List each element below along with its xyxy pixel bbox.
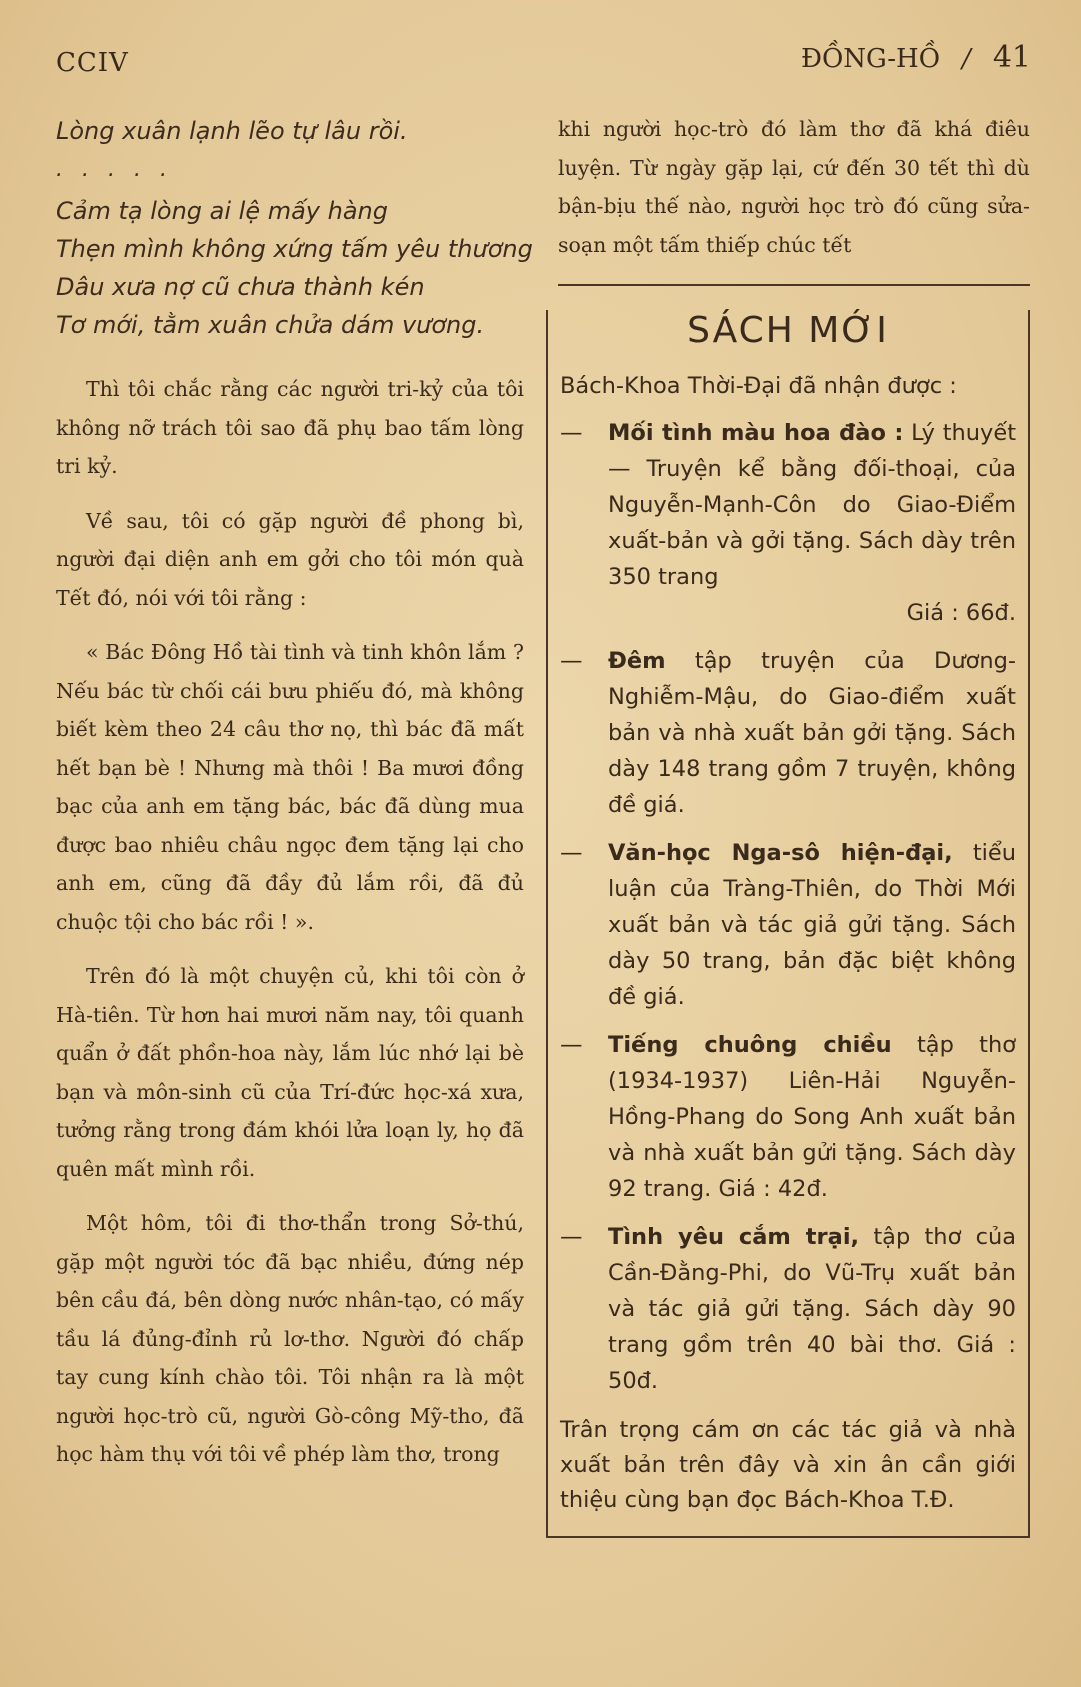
book-entry xyxy=(560,643,1016,823)
book-name: Văn-học Nga-sô hiện-đại, xyxy=(608,840,953,866)
page-number: 41 xyxy=(992,40,1031,75)
book-name: Tình yêu cắm trại, xyxy=(608,1224,860,1250)
left-column xyxy=(56,112,533,1474)
book-name: Đêm xyxy=(608,648,666,674)
book-name: Mối tình màu hoa đào : xyxy=(608,420,904,446)
thanks-note: Trân trọng cám ơn các tác giả và nhà xuất bản trên đây và xin ân cần giới thiệu cùng bạn đọc Bách-Khoa T.Đ. xyxy=(560,1417,1016,1513)
poem xyxy=(56,112,533,344)
paragraph: Về sau, tôi có gặp người đề phong bì, người đại diện anh em gởi cho tôi món quà Tết đó, nói với tôi rằng : xyxy=(56,508,524,610)
book-description: tập truyện của Dương-Nghiễm-Mậu, do Giao-điểm xuất bản và nhà xuất bản gởi tặng. Sách dày 148 trang gồm 7 truyện, không đề giá. xyxy=(608,648,1016,818)
poem-line: Dâu xưa nợ cũ chưa thành kén xyxy=(56,273,425,301)
poem-first-line: Lòng xuân lạnh lẽo tự lâu rồi. xyxy=(56,117,408,145)
paragraph-continued: khi người học-trò đó làm thơ đã khá điêu luyện. Từ ngày gặp lại, cứ đến 30 tết thì dù bận-bịu thế nào, người học trò đó cũng sửa-soạn một tấm thiếp chúc tết xyxy=(558,117,1030,257)
new-books-title: SÁCH MỚI xyxy=(687,310,889,351)
running-head-right xyxy=(801,40,1031,75)
poem-line: Tơ mới, tằm xuân chửa dám vương. xyxy=(56,311,485,339)
book-description: tập thơ (1934-1937) Liên-Hải Nguyễn-Hồng-Phang do Song Anh xuất bản và nhà xuất bản gửi tặng. Sách dày 92 trang. Giá : 42đ. xyxy=(608,1032,1016,1202)
poem-ellipsis: . . . . . xyxy=(56,157,173,182)
paragraph: Một hôm, tôi đi thơ-thẩn trong Sở-thú, gặp một người tóc đã bạc nhiều, đứng nép bên cầu đá, bên dòng nước nhân-tạo, có mấy tầu lá đủng-đỉnh rủ lơ-thơ. Người đó chấp tay cung kính chào tôi. Tôi nhận ra là một người học-trò cũ, người Gò-công Mỹ-tho, đã học hàm thụ với tôi về phép làm thơ, trong xyxy=(56,1211,524,1466)
box-top-rule xyxy=(558,284,1030,286)
entry-dash: — xyxy=(560,840,583,866)
entry-dash: — xyxy=(560,420,583,446)
book-description: Lý thuyết — Truyện kể bằng đối-thoại, của Nguyễn-Mạnh-Côn do Giao-Điểm xuất-bản và gởi tặng. Sách dày trên 350 trang xyxy=(608,420,1017,590)
book-name: Tiếng chuông chiều xyxy=(608,1032,892,1058)
book-description: tập thơ của Cần-Đằng-Phi, do Vũ-Trụ xuất bản và tác giả gửi tặng. Sách dày 90 trang gồm trên 40 bài thơ. Giá : 50đ. xyxy=(608,1224,1016,1394)
running-head-title: ĐỒNG-HỒ xyxy=(800,44,941,74)
running-head-separator: / xyxy=(962,44,971,74)
running-head-left: CCIV xyxy=(56,48,129,78)
new-books-box xyxy=(546,310,1030,1536)
entry-dash: — xyxy=(560,1224,583,1250)
book-entry xyxy=(560,1027,1016,1207)
book-description: tiểu luận của Tràng-Thiên, do Thời Mới xuất bản và tác giả gửi tặng. Sách dày 50 trang, bản đặc biệt không đề giá. xyxy=(608,840,1017,1010)
book-entry xyxy=(560,835,1016,1015)
paragraph: Thì tôi chắc rằng các người tri-kỷ của tôi không nỡ trách tôi sao đã phụ bao tấm lòng tri kỷ. xyxy=(56,377,524,478)
book-entry xyxy=(560,415,1016,631)
book-entry xyxy=(560,1219,1016,1399)
right-column xyxy=(558,110,1030,1538)
entry-dash: — xyxy=(560,648,583,674)
entry-dash: — xyxy=(560,1032,583,1058)
paragraph: Trên đó là một chuyện củ, khi tôi còn ở Hà-tiên. Từ hơn hai mươi năm nay, tôi quanh quẩn ở đất phồn-hoa này, lắm lúc nhớ lại bè bạn và môn-sinh cũ của Trí-đức học-xá xưa, tưởng rằng trong đám khói lửa loạn ly, họ đã quên mất mình rồi. xyxy=(56,964,524,1181)
poem-line: Thẹn mình không xứng tấm yêu thương xyxy=(56,235,533,263)
book-price: Giá : 66đ. xyxy=(906,600,1016,626)
quote-paragraph: « Bác Đông Hồ tài tình và tinh khôn lắm ? Nếu bác từ chối cái bưu phiếu đó, mà không biết kèm theo 24 câu thơ nọ, thì bác đã mất hết bạn bè ! Nhưng mà thôi ! Ba mươi đồng bạc của anh em tặng bác, bác đã dùng mua được bao nhiêu châu ngọc đem tặng lại cho anh em, cũng đã đầy đủ lắm rồi, đã đủ chuộc tội cho bác rồi ! ». xyxy=(56,640,524,934)
poem-line: Cảm tạ lòng ai lệ mấy hàng xyxy=(56,197,388,225)
new-books-intro: Bách-Khoa Thời-Đại đã nhận được : xyxy=(560,373,957,399)
box-bottom-rule xyxy=(546,1536,1030,1538)
